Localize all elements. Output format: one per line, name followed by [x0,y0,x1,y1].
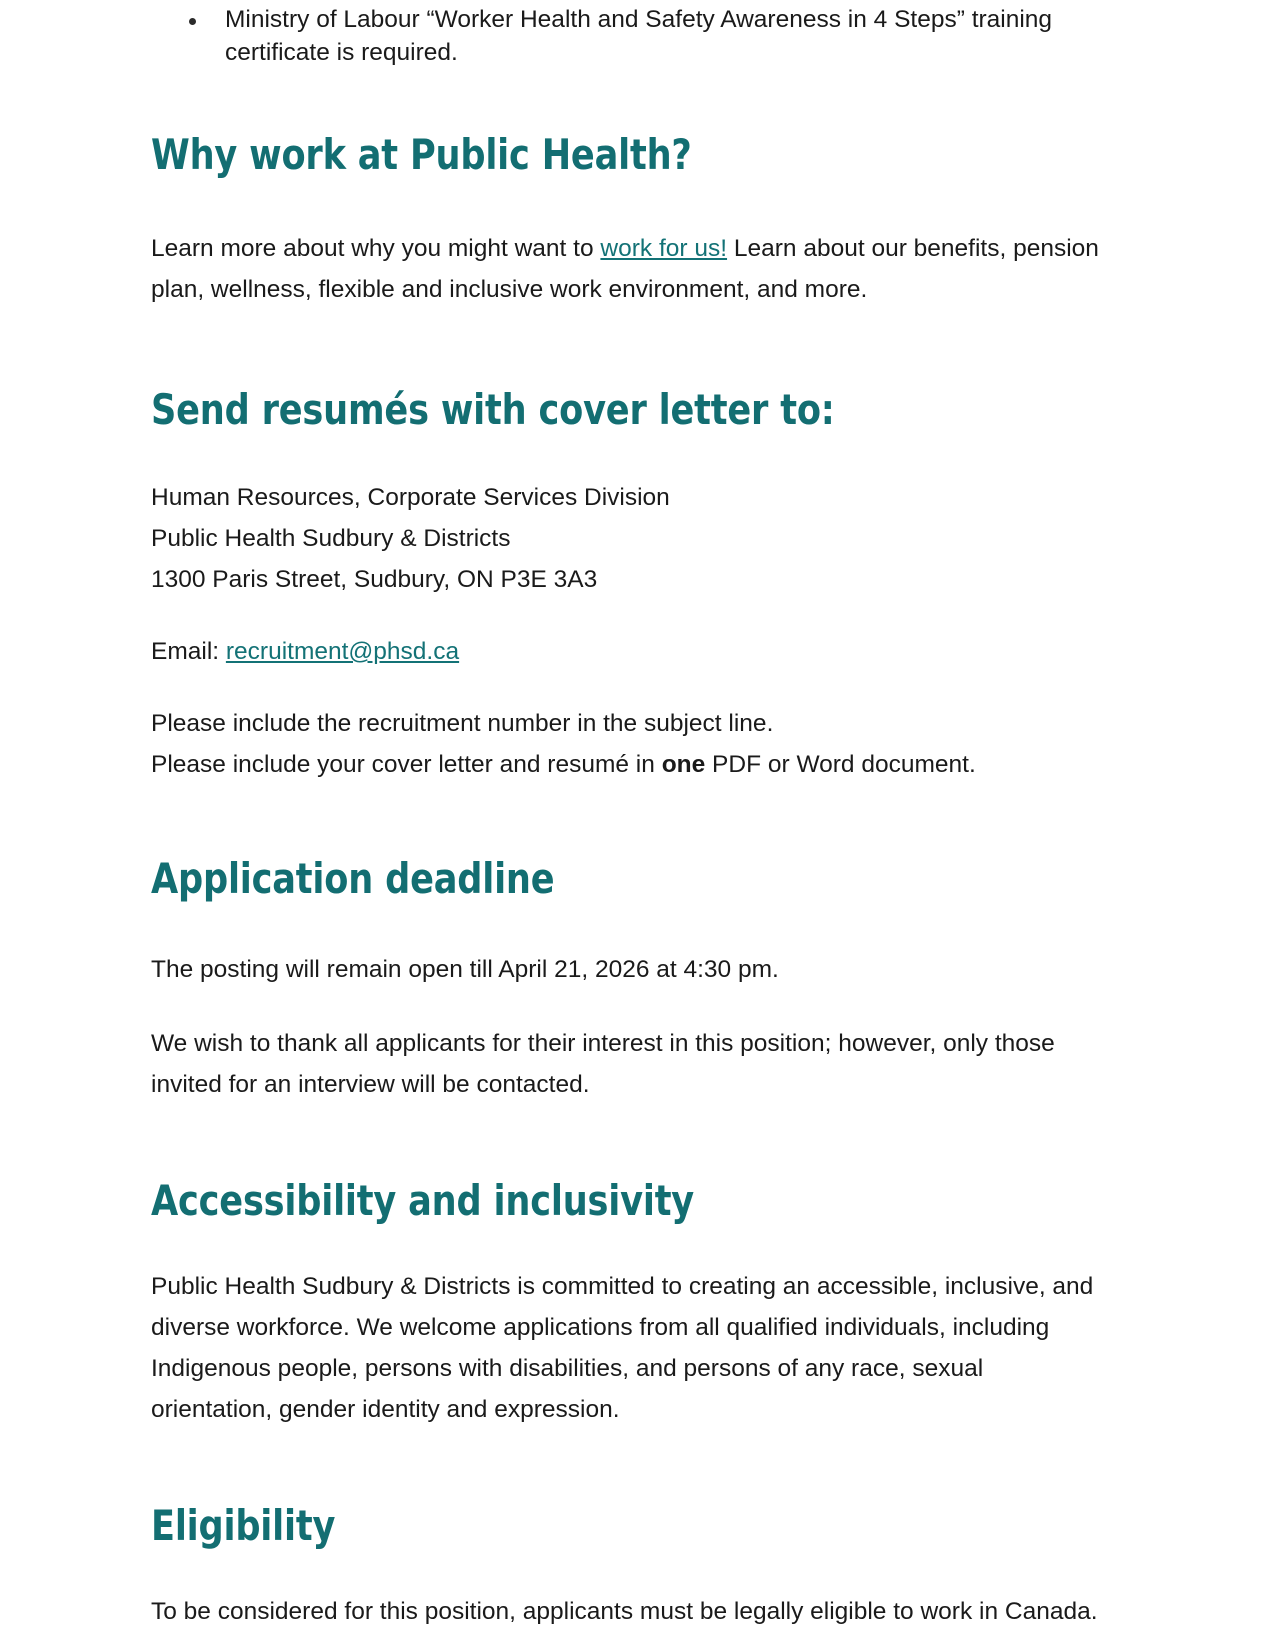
eligibility-paragraph: To be considered for this position, applicants must be legally eligible to work in Canada. [151,1598,1098,1626]
address-line-street: 1300 Paris Street, Sudbury, ON P3E 3A3 [151,566,598,594]
accessibility-paragraph: Public Health Sudbury & Districts is committed to creating an accessible, inclusive, and diverse workforce. We welcome applications from all qualified individuals, including Indigenous people, persons with disabilities, and persons of any race, sexual orientation, gender identity and expression. [151,1273,1094,1424]
heading-why-work-at-public-health: Why work at Public Health? [151,130,692,179]
why-work-text-before-link: Learn more about why you might want to [151,235,601,263]
recruitment-email-link[interactable]: recruitment@phsd.ca [225,638,460,666]
address-line-department: Human Resources, Corporate Services Division [151,484,670,512]
list-item: Ministry of Labour “Worker Health and Safety Awareness in 4 Steps” training certificate is required. [151,0,1105,69]
requirements-bullet-list [151,0,1105,69]
address-line-organization: Public Health Sudbury & Districts [151,525,511,553]
why-work-text-after-link: Learn about our benefits, pension plan, wellness, flexible and inclusive work environment, and more. [151,235,1099,304]
heading-eligibility: Eligibility [151,1501,336,1551]
applicant-thank-you-text: We wish to thank all applicants for their interest in this position; however, only those invited for an interview will be contacted. [151,1030,1055,1099]
email-paragraph [151,631,1105,672]
work-for-us-link[interactable]: work for us! [600,235,728,263]
application-instructions-block [151,703,1105,785]
heading-accessibility-and-inclusivity: Accessibility and inclusivity [151,1176,695,1226]
instruction-text-after-bold: PDF or Word document. [705,751,976,779]
application-deadline-text: The posting will remain open till April 21, 2026 at 4:30 pm. [151,956,779,984]
instruction-text-before-bold: Please include your cover letter and resumé in [151,751,662,779]
mailing-address-block [151,477,1105,600]
heading-application-deadline: Application deadline [151,854,555,904]
instruction-single-document [151,744,1105,785]
email-label: Email: [151,638,226,666]
instruction-subject-line: Please include the recruitment number in the subject line. [151,710,774,738]
instruction-emphasis-one: one [661,751,706,779]
why-work-paragraph [151,228,1105,310]
heading-send-resumes: Send resumés with cover letter to: [151,385,835,435]
